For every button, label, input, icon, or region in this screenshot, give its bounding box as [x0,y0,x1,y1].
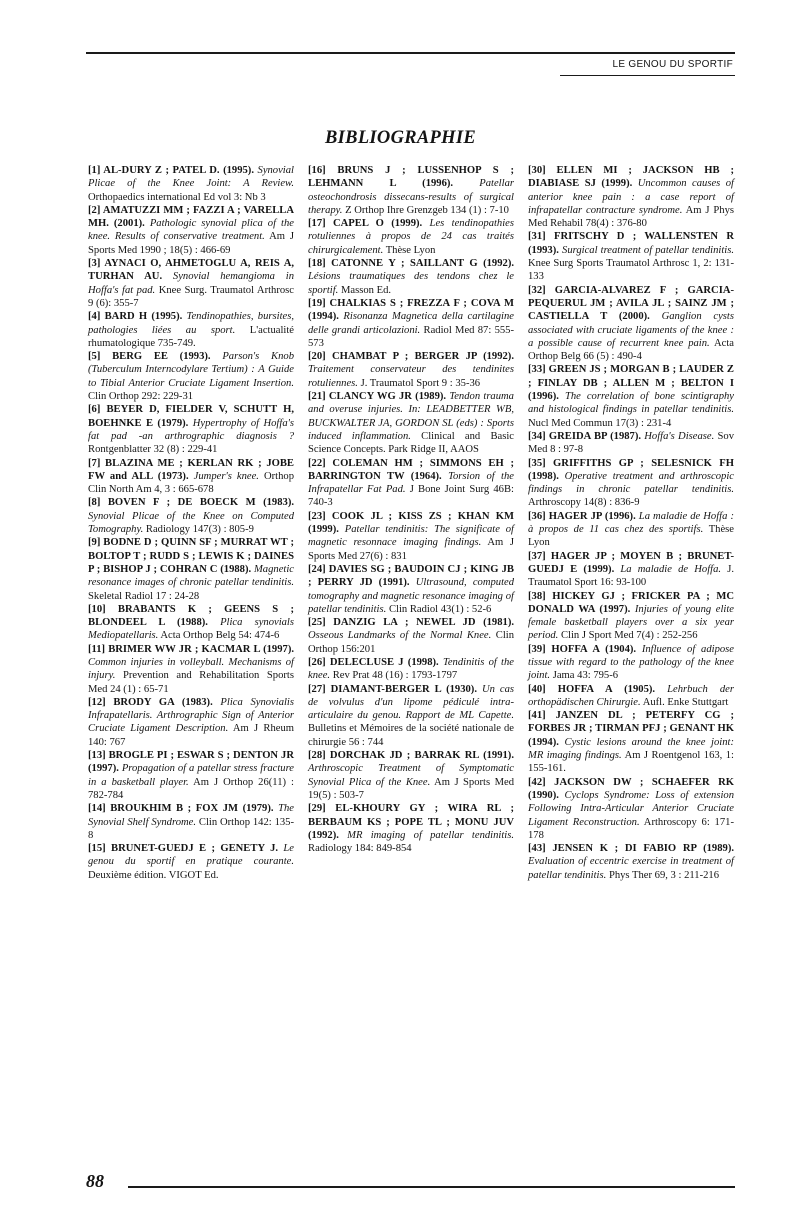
reference-source: Radiology 147(3) : 805-9 [145,524,254,536]
reference-entry [88,496,294,536]
reference-title: Jumper's knee. [193,470,259,482]
reference-entry [528,457,734,510]
reference-entry [308,683,514,749]
reference-authors: [17] CAPEL O (1999). [308,218,423,230]
reference-title: Patellar tendinitis: The significate of magnetic resonnace imaging findings. [308,524,514,549]
reference-title: Arthroscopic Treatment of Symptomatic Synovial Plica of the Knee. [308,763,514,788]
reference-entry [88,457,294,497]
reference-entry [88,403,294,456]
reference-entry [308,350,514,390]
reference-entry [88,204,294,257]
reference-authors: [12] BRODY GA (1983). [88,696,213,708]
reference-source: Bulletins et Mémoires de la société nationale de chirurgie 56 : 744 [308,723,514,748]
reference-source: Radiology 184: 849-854 [308,843,412,855]
reference-source: Knee Surg. Traumatol Arthrosc 9 (6): 355-7 [88,284,294,309]
running-title-underline [560,75,735,76]
reference-source: Aufl. Enke Stuttgart [642,696,729,708]
reference-title: Operative treatment and arthroscopic findings in chronic patellar tendinitis. [528,470,734,496]
reference-title: Plica Synovialis Infrapatellaris. Arthrographic Sign of Anterior Cruciate Ligament Description. [88,696,294,735]
reference-title: The correlation of bone scintigraphy and histological findings in patellar tendinitis. [528,391,734,416]
reference-title: Risonanza Magnetica della cartilagine delle grandi articolazioni. [308,311,514,336]
reference-entry [528,284,734,364]
reference-entry [308,390,514,456]
bottom-rule [128,1186,735,1188]
reference-entry [308,297,514,350]
reference-title: Surgical treatment of patellar tendinitis. [562,244,734,256]
reference-authors: [3] AYNACI O, AHMETOGLU A, REIS A, TURHAN AU. [88,258,294,283]
reference-authors: [32] GARCIA-ALVAREZ F ; GARCIA-PEQUERUL JM ; AVILA JL ; SAINZ JM ; CASTIELLA T (2000). [528,284,734,323]
page-number: 88 [86,1171,104,1191]
reference-source: Nucl Med Commun 17(3) : 231-4 [528,417,672,429]
reference-authors: [11] BRIMER WW JR ; KACMAR L (1997). [88,643,294,655]
reference-title: Patellar osteochondrosis dissecans-results of surgical therapy. [308,178,514,216]
reference-title: Synovial Plicae of the Knee Joint: A Review. [88,165,294,190]
reference-authors: [8] BOVEN F ; DE BOECK M (1983). [88,497,294,509]
reference-title: Cyclops Syndrome: Loss of extension Following Intra-Articular Anterior Cruciate Ligament Reconstruction. [528,789,734,828]
reference-entry [88,802,294,842]
reference-authors: [15] BRUNET-GUEDJ E ; GENETY J. [88,843,279,855]
reference-entry [308,802,514,855]
reference-entry [88,842,294,882]
reference-entry [88,310,294,350]
reference-authors: [31] FRITSCHY D ; WALLENSTEN R (1993). [528,231,734,256]
reference-title: Common injuries in volleyball. Mechanisms of injury. [88,656,294,682]
reference-authors: [41] JANZEN DL ; PETERFY CG ; FORBES JR ; TIRMAN PFJ ; GENANT HK (1994). [528,710,734,748]
reference-authors: [28] DORCHAK JD ; BARRAK RL (1991). [308,750,514,762]
reference-source: Am J Roentgenol 163, 1: 155-161. [528,750,734,775]
reference-source: Masson Ed. [340,284,392,296]
reference-authors: [14] BROUKHIM B ; FOX JM (1979). [88,803,274,815]
running-title: LE GENOU DU SPORTIF [612,59,733,70]
reference-source: Rev Prat 48 (16) : 1793-1797 [332,670,458,682]
reference-source: J. Traumatol Sport 9 : 35-36 [360,377,481,389]
page-title: BIBLIOGRAPHIE [325,128,476,148]
reference-source: Acta Orthop Belg 54: 474-6 [160,630,280,642]
reference-source: Am J Rheum 140: 767 [88,723,294,748]
reference-source: Clin J Sport Med 7(4) : 252-256 [560,630,698,642]
reference-source: Clin Radiol 43(1) : 52-6 [388,603,492,615]
reference-title: Injuries of young elite female basketball players over a six year period. [528,603,735,642]
reference-authors: [16] BRUNS J ; LUSSENHOP S ; LEHMANN L (1996). [308,165,514,190]
reference-source: Am J Sports Med 1990 ; 18(5) : 466-69 [88,231,294,256]
reference-entry [308,563,514,616]
reference-title: Tendinitis of the knee. [308,656,514,682]
reference-entry [308,457,514,510]
reference-title: Ganglion cysts associated with cruciate ligaments of the knee : a possible cause of recurrent knee pain. [528,311,734,349]
reference-entry [308,217,514,257]
reference-authors: [10] BRABANTS K ; GEENS S ; BLONDEEL L (1988). [88,603,294,629]
reference-title: Cystic lesions around the knee joint: MR imaging findings. [528,736,734,762]
reference-authors: [42] JACKSON DW ; SCHAEFER RK (1990). [528,776,734,801]
reference-entry [528,430,734,457]
reference-authors: [5] BERG EE (1993). [88,351,211,363]
reference-title: Influence of adipose tissue with regard to the pathology of the knee joint. [528,643,735,682]
reference-authors: [29] EL-KHOURY GY ; WIRA RL ; BERBAUM KS ; POPE TL ; MONU JUV (1992). [308,803,514,841]
reference-source: Am J Sports Med 27(6) : 831 [308,537,514,562]
reference-authors: [40] HOFFA A (1905). [528,683,656,695]
reference-authors: [13] BROGLE PI ; ESWAR S ; DENTON JR (1997). [88,750,294,775]
reference-entry [528,164,734,230]
reference-title: Traitement conservateur des tendinites rotuliennes. [308,364,514,389]
reference-entry [528,550,734,590]
reference-title: Les tendinopathies rotuliennes à propos de 24 cas traités chirurgicalement. [308,218,514,256]
reference-authors: [2] AMATUZZI MM ; FAZZI A ; VARELLA MH. (2001). [88,204,294,230]
reference-source: Skeletal Radiol 17 : 24-28 [88,590,200,602]
reference-entry [88,350,294,403]
reference-entry [308,616,514,656]
reference-title: Propagation of a patellar stress fracture in a basketball player. [88,763,295,788]
reference-source: J Bone Joint Surg 46B: 740-3 [308,484,514,509]
reference-source: Orthopaedics international Ed vol 3: Nb 3 [88,191,266,203]
reference-title: Hypertrophy of Hoffa's fat pad -an arthrographic diagnosis ? [88,417,295,442]
reference-source: Sov Med 8 : 97-8 [528,430,734,456]
reference-authors: [24] DAVIES SG ; BAUDOIN CJ ; KING JB ; PERRY JD (1991). [308,563,514,589]
reference-title: Lésions traumatiques des tendons chez le sportif. [308,271,514,296]
reference-authors: [43] JENSEN K ; DI FABIO RP (1989). [528,843,734,855]
reference-entry [88,603,294,643]
reference-title: Parson's Knob (Tuberculum Interncodylare Tertium) : A Guide to Tibial Anterior Cruciate Ligament Insertion. [88,351,294,389]
reference-entry [88,257,294,310]
reference-title: Torsion of the Infrapatellar Fat Pad. [308,470,514,496]
reference-authors: [33] GREEN JS ; MORGAN B ; LAUDER Z ; FINLAY DB ; ALLEN M ; BELTON I (1996). [528,364,734,403]
reference-entry [308,510,514,563]
reference-source: Orthop Clin North Am 4, 3 : 665-678 [88,470,295,496]
reference-authors: [20] CHAMBAT P ; BERGER JP (1992). [308,351,514,363]
reference-entry [528,590,734,643]
bibliography-column-1 [88,164,294,882]
reference-source: Thèse Lyon [528,524,734,549]
reference-authors: [7] BLAZINA ME ; KERLAN RK ; JOBE FW and ALL (1973). [88,457,294,482]
reference-entry [308,164,514,217]
reference-authors: [34] GREIDA BP (1987). [528,430,642,442]
reference-title: Le genou du sportif en pratique courante. [88,843,294,868]
reference-authors: [38] HICKEY GJ ; FRICKER PA ; MC DONALD WA (1997). [528,590,734,615]
reference-title: Hoffa's Disease. [644,430,715,442]
reference-source: Rontgenblatter 32 (8) : 229-41 [88,444,218,456]
reference-source: Arthroscopy 14(8) : 836-9 [528,497,640,509]
reference-title: La maladie de Hoffa : à propos de 11 cas chez des sportifs. [528,510,734,536]
reference-source: Thèse Lyon [385,244,436,256]
reference-title: Uncommon causes of anterior knee pain : a case report of infrapatellar contracture syndrome. [528,178,734,216]
reference-source: Clin Orthop 292: 229-31 [88,391,194,403]
reference-entry [528,842,734,882]
reference-entry [88,643,294,696]
reference-authors: [25] DANZIG LA ; NEWEL JD (1981). [308,617,514,629]
reference-entry [88,696,294,749]
reference-source: L'actualité rhumatologique 735-749. [88,324,294,349]
reference-authors: [36] HAGER JP (1996). [528,510,636,522]
reference-title: MR imaging of patellar tendinitis. [347,829,514,841]
reference-source: Am J Orthop 26(11) : 782-784 [88,776,294,801]
reference-entry [528,643,734,683]
reference-title: Lehrbuch der orthopädischen Chirurgie. [528,683,734,708]
reference-entry [528,683,734,710]
reference-title: La maladie de Hoffa. [620,563,722,575]
reference-authors: [22] COLEMAN HM ; SIMMONS EH ; BARRINGTON TW (1964). [308,457,514,482]
bibliography-column-2 [308,164,514,855]
bibliography-column-3 [528,164,734,882]
reference-source: Clin Orthop 142: 135-8 [88,816,294,841]
reference-authors: [30] ELLEN MI ; JACKSON HB ; DIABIASE SJ (1999). [528,165,734,190]
reference-entry [308,257,514,297]
reference-authors: [37] HAGER JP ; MOYEN B ; BRUNET-GUEDJ E (1999). [528,550,734,575]
reference-title: Synovial Plicae of the Knee on Computed Tomography. [88,510,294,536]
reference-entry [528,363,734,429]
reference-source: Clin Orthop 156:201 [308,630,514,655]
reference-authors: [35] GRIFFITHS GP ; SELESNICK FH (1998). [528,457,734,482]
reference-entry [308,749,514,802]
reference-source: Prevention and Rehabilitation Sports Med 24 (1) : 65-71 [88,670,294,695]
reference-source: Phys Ther 69, 3 : 211-216 [608,869,719,881]
reference-source: Jama 43: 795-6 [552,670,619,682]
reference-title: Tendinopathies, bursites, pathologies liées au sport. [88,311,294,336]
reference-title: Plica synovials Mediopatellaris. [88,617,294,642]
reference-source: Knee Surg Sports Traumatol Arthrosc 1, 2: 131-133 [528,258,734,283]
reference-title: Pathologic synovial plica of the knee. Results of conservative treatment. [88,218,294,243]
reference-entry [528,776,734,842]
reference-authors: [9] BODNE D ; QUINN SF ; MURRAT WT ; BOLTOP T ; RUDD S ; LEWIS K ; DAINES P ; BISHOP J ; COHRAN C (1988). [88,537,294,575]
reference-title: Tendon trauma and overuse injuries. In: LEADBETTER WB, BUCKWALTER JA, GORDON SL (eds) : Sports induced inflammation. [308,391,514,442]
reference-entry [308,656,514,683]
reference-title: Evaluation of eccentric exercise in treatment of patellar tendinitis. [528,856,734,881]
reference-source: Deuxième édition. VIGOT Ed. [88,869,219,881]
reference-authors: [23] COOK JL ; KISS ZS ; KHAN KM (1999). [308,510,514,536]
reference-authors: [27] DIAMANT-BERGER L (1930). [308,683,477,695]
reference-title: Un cas de volvulus d'un lipome pédiculé intra-articulaire du genou. Rapport de ML Capette. [308,683,514,722]
reference-authors: [4] BARD H (1995). [88,311,183,323]
reference-authors: [18] CATONNE Y ; SAILLANT G (1992). [308,258,514,270]
reference-source: Acta Orthop Belg 66 (5) : 490-4 [528,337,734,363]
reference-title: Synovial hemangioma in Hoffa's fat pad. [88,271,295,296]
reference-entry [88,749,294,802]
reference-authors: [6] BEYER D, FIELDER V, SCHUTT H, BOEHNKE E (1979). [88,404,294,429]
reference-authors: [1] AL-DURY Z ; PATEL D. (1995). [88,165,254,176]
reference-title: Osseous Landmarks of the Normal Knee. [308,630,492,642]
reference-title: The Synovial Shelf Syndrome. [88,803,294,828]
reference-source: Am J Sports Med 19(5) : 503-7 [308,776,514,801]
reference-entry [88,164,294,204]
reference-authors: [21] CLANCY WG JR (1989). [308,391,447,403]
reference-authors: [19] CHALKIAS S ; FREZZA F ; COVA M (1994). [308,297,514,323]
reference-authors: [39] HOFFA A (1904). [528,643,637,655]
reference-entry [528,709,734,775]
reference-authors: [26] DELECLUSE J (1998). [308,656,439,668]
reference-source: Am J Phys Med Rehabil 78(4) : 376-80 [528,204,734,230]
reference-entry [88,536,294,602]
reference-title: Ultrasound, computed tomography and magnetic resonance imaging of patellar tendinitis. [308,577,515,615]
reference-source: Z Orthop Ihre Grenzgeb 134 (1) : 7-10 [345,204,509,216]
reference-source: J. Traumatol Sport 16: 93-100 [528,563,734,589]
reference-source: Radiol Med 87: 555-573 [308,324,514,349]
reference-source: Arthroscopy 6: 171-178 [528,816,734,841]
reference-source: Clinical and Basic Science Concepts. Park Ridge II, AAOS [308,430,514,456]
reference-entry [528,510,734,550]
reference-title: Magnetic resonance images of chronic patellar tendinitis. [88,563,294,589]
top-rule [86,52,735,54]
reference-entry [528,230,734,283]
